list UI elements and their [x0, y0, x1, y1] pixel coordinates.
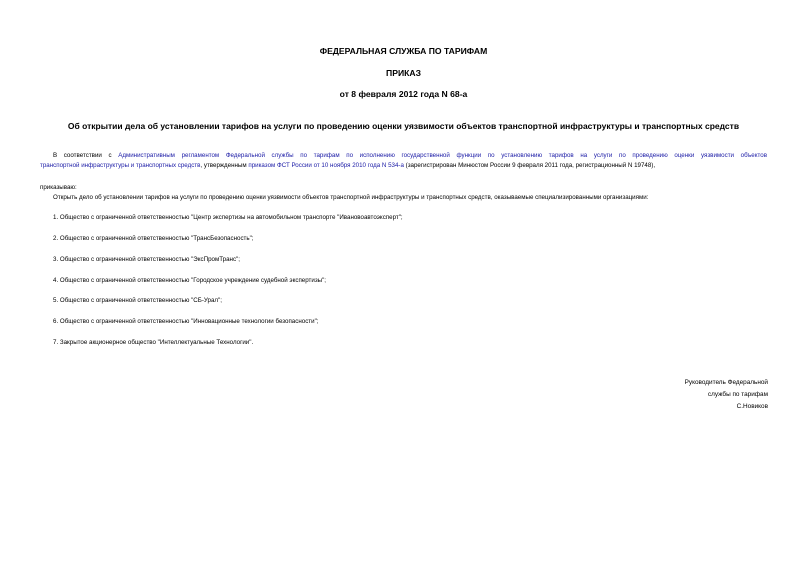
list-item: 3. Общество с ограниченной ответственностью "ЭксПромТранс";: [53, 256, 240, 263]
intro-mid: , утвержденным: [200, 162, 249, 169]
list-item: 1. Общество с ограниченной ответственностью "Центр экспертизы на автомобильном транспорте "Ивановоавтоэксперт";: [53, 214, 403, 221]
agency-name: ФЕДЕРАЛЬНАЯ СЛУЖБА ПО ТАРИФАМ: [319, 46, 488, 56]
intro-paragraph-line2: [40, 161, 655, 171]
regulation-link[interactable]: Административным регламентом Федеральной службы по тарифам по исполнению государственной функции по установлению тарифов на услуги по проведению оценки уязвимости объектов: [118, 152, 767, 159]
document-date: от 8 февраля 2012 года N 68-а: [339, 89, 468, 99]
document-type: ПРИКАЗ: [386, 68, 421, 78]
intro-suffix: (зарегистрирован Минюстом России 9 февраля 2011 года, регистрационный N 19748),: [403, 162, 656, 169]
signature-name: С.Новиков: [736, 403, 768, 410]
decree-word: приказываю:: [40, 184, 77, 191]
intro-paragraph-line1: [53, 151, 767, 161]
list-item: 7. Закрытое акционерное общество "Интеллектуальные Технологии".: [53, 339, 254, 346]
intro-prefix: В соответствии с: [53, 152, 119, 159]
order-link[interactable]: приказом ФСТ России от 10 ноября 2010 года N 534-а: [248, 162, 404, 169]
list-item: 6. Общество с ограниченной ответственностью "Инновационные технологии безопасности";: [53, 318, 319, 325]
signature-position-line1: Руководитель Федеральной: [684, 379, 768, 386]
list-item: 4. Общество с ограниченной ответственностью "Городское учреждение судебной экспертизы";: [53, 277, 327, 284]
list-item: 2. Общество с ограниченной ответственностью "ТрансБезопасность";: [53, 235, 254, 242]
list-item: 5. Общество с ограниченной ответственностью "СБ-Урал";: [53, 297, 222, 304]
document-title: Об открытии дела об установлении тарифов на услуги по проведению оценки уязвимости объектов транспортной инфраструктуры и транспортных средств: [67, 121, 740, 131]
opening-paragraph: Открыть дело об установлении тарифов на услуги по проведению оценки уязвимости объектов транспортной инфраструктуры и транспортных средств, оказываемые специализированными организациями:: [53, 194, 649, 201]
regulation-link-continued[interactable]: транспортной инфраструктуры и транспортных средств: [40, 162, 201, 169]
signature-position-line2: службы по тарифам: [707, 391, 768, 398]
